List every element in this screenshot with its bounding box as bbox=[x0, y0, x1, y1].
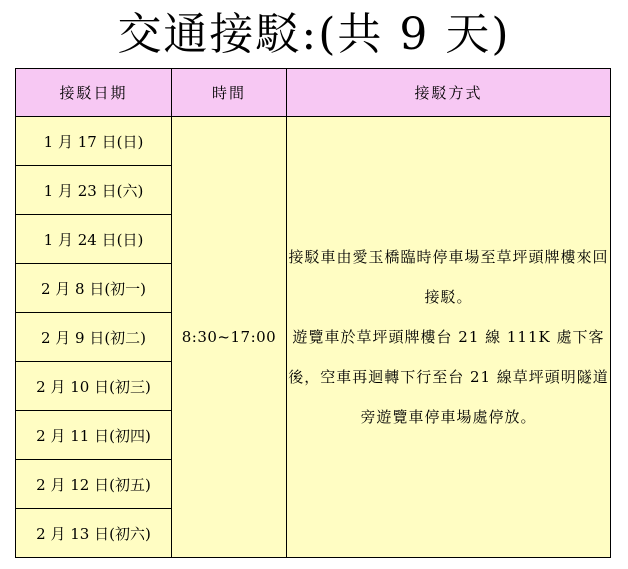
date-cell: 1 月 24 日(日) bbox=[16, 215, 172, 264]
header-date: 接駁日期 bbox=[16, 69, 172, 117]
page-title: 交通接駁:(共 9 天) bbox=[117, 9, 511, 60]
method-paragraph: 接駁車由愛玉橋臨時停車場至草坪頭牌樓來回接駁。 bbox=[288, 248, 609, 306]
date-cell: 2 月 11 日(初四) bbox=[16, 411, 172, 460]
date-cell: 1 月 23 日(六) bbox=[16, 166, 172, 215]
header-time: 時間 bbox=[172, 69, 287, 117]
date-cell: 2 月 10 日(初三) bbox=[16, 362, 172, 411]
date-cell: 2 月 13 日(初六) bbox=[16, 509, 172, 558]
date-cell: 2 月 8 日(初一) bbox=[16, 264, 172, 313]
date-cell: 2 月 12 日(初五) bbox=[16, 460, 172, 509]
table-row bbox=[16, 117, 611, 166]
method-cell bbox=[287, 117, 611, 558]
shuttle-schedule-table bbox=[15, 68, 611, 558]
date-cell: 1 月 17 日(日) bbox=[16, 117, 172, 166]
date-cell: 2 月 9 日(初二) bbox=[16, 313, 172, 362]
header-method: 接駁方式 bbox=[287, 69, 611, 117]
table-header-row bbox=[16, 69, 611, 117]
method-paragraph: 遊覽車於草坪頭牌樓台 21 線 111K 處下客後，空車再迴轉下行至台 21 線草坪頭明隧道旁遊覽車停車場處停放。 bbox=[288, 328, 609, 426]
time-cell: 8:30~17:00 bbox=[172, 117, 287, 558]
